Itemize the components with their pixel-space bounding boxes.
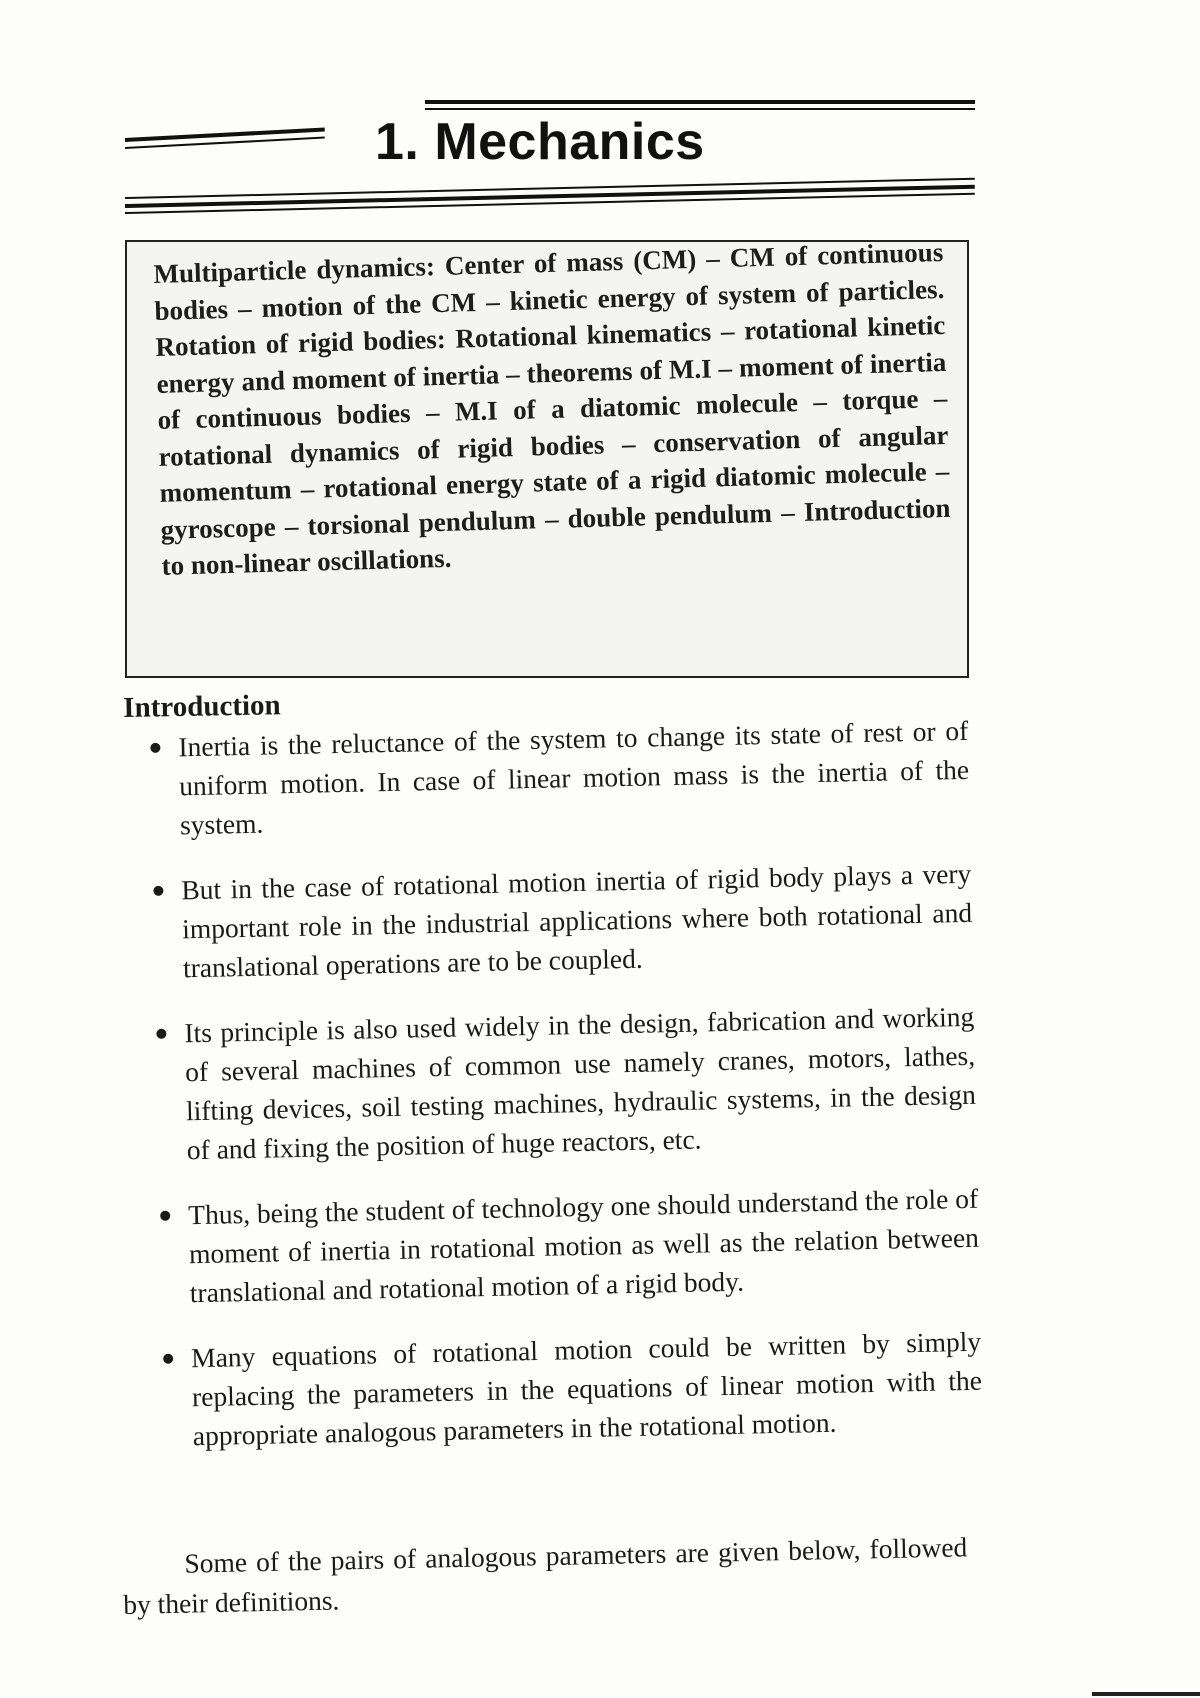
bullet-icon	[163, 1354, 173, 1364]
bullet-icon	[160, 1211, 170, 1221]
bullet-text: Its principle is also used widely in the design, fabrication and working of several machines of common use namely cranes, motors, lathes, lifting devices, soil testing machines, hydraulic systems, in the design of and fixing the position of huge reactors, etc.	[184, 1000, 977, 1166]
page-edge-mark	[1092, 1692, 1200, 1696]
list-item	[154, 997, 977, 1170]
list-item	[151, 854, 973, 988]
bullet-text: Inertia is the reluctance of the system to change its state of rest or of uniform motion. In case of linear motion mass is the inertia of the system.	[178, 714, 970, 841]
list-item	[161, 1322, 983, 1456]
bullet-text: Thus, being the student of technology one should understand the role of moment of inertia in rotational motion as well as the relation between translational and rotational motion of a rigid body.	[187, 1182, 980, 1309]
bullet-icon	[153, 886, 163, 896]
introduction-bullet-list	[148, 711, 984, 1482]
bullet-text: But in the case of rotational motion inertia of rigid body plays a very important role in the industrial applications where both rotational and translational operations are to be coupled.	[181, 857, 973, 984]
bullet-text: Many equations of rotational motion could be written by simply replacing the parameters in the equations of linear motion with the appropriate analogous parameters in the rotational motion.	[190, 1325, 983, 1452]
list-item	[148, 711, 970, 845]
chapter-header	[125, 92, 975, 232]
bullet-icon	[150, 743, 160, 753]
bullet-icon	[156, 1029, 166, 1039]
chapter-title: 1. Mechanics	[375, 113, 705, 171]
header-rule	[425, 108, 975, 110]
syllabus-box	[125, 236, 969, 678]
section-heading-introduction: Introduction	[123, 689, 281, 724]
syllabus-text: Multiparticle dynamics: Center of mass (CM) – CM of continuous bodies – motion of the CM – kinetic energy of system of particles. Rotation of rigid bodies: Rotational kinematics – rotational kinetic energy and moment of inertia – theorems of M.I – moment of inertia of continuous bodies – M.I of a diatomic molecule – torque – rotational dynamics of rigid bodies – conservation of angular momentum – rotational energy state of a rigid diatomic molecule – gyroscope – torsional pendulum – double pendulum – Introduction to non-linear oscillations.	[153, 236, 951, 581]
list-item	[158, 1179, 980, 1313]
header-rule	[425, 100, 975, 104]
closing-paragraph: Some of the pairs of analogous parameters are given below, followed by their definitions.	[122, 1531, 968, 1620]
